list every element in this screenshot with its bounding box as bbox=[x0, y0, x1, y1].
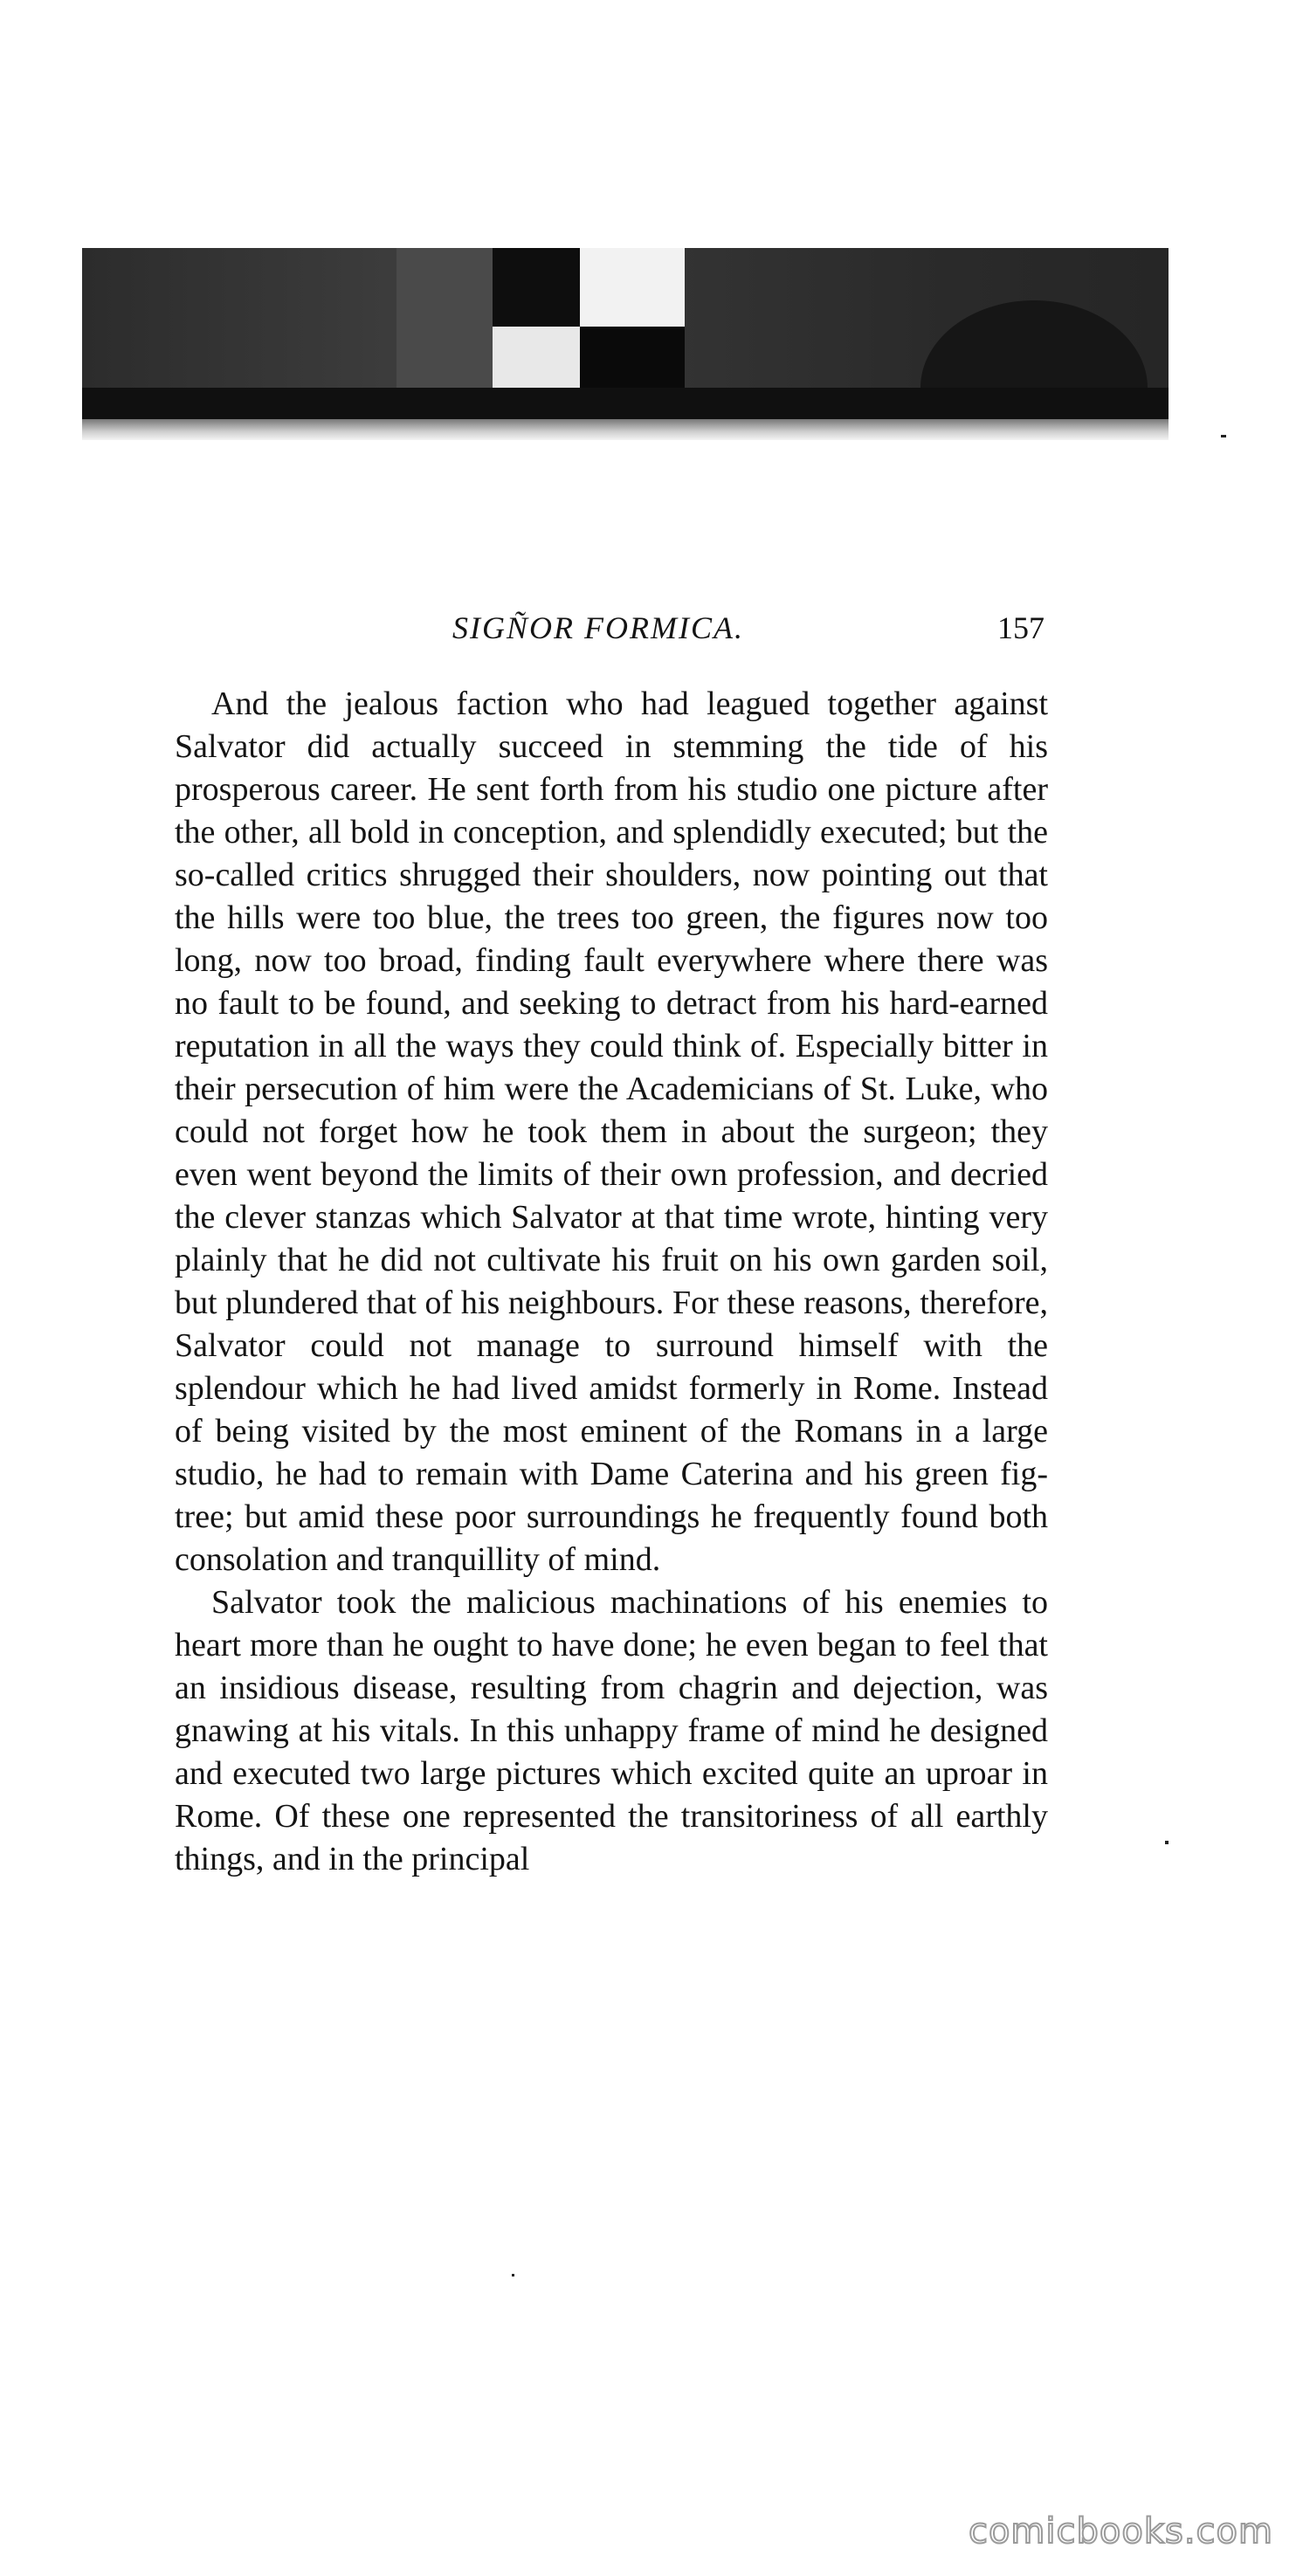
scan-speck bbox=[1165, 1841, 1169, 1844]
strip-grey-panel bbox=[396, 248, 493, 388]
strip-lower-edge bbox=[82, 419, 1169, 440]
strip-light-block bbox=[580, 248, 685, 327]
paragraph: Salvator took the malicious machinations of his enemies to heart more than he ought to have done; he even began to feel that an insidious disease, resulting from chagrin and dejection, was gnawing at his vitals. In this unhappy frame of mind he designed and executed two large pictures which excited quite an uproar in Rome. Of these one represented the transitoriness of all earthly things, and in the principal bbox=[175, 1584, 1048, 1877]
strip-floor bbox=[82, 388, 1169, 419]
scanned-illustration-strip bbox=[82, 248, 1169, 440]
scan-speck bbox=[1221, 435, 1226, 437]
page-number: 157 bbox=[997, 610, 1044, 645]
page-body bbox=[175, 683, 1048, 1881]
strip-dark-block bbox=[580, 327, 685, 388]
running-title: SIGÑOR FORMICA. bbox=[452, 610, 744, 645]
strip-light-block bbox=[493, 327, 580, 388]
running-header bbox=[175, 603, 1048, 655]
watermark: comicbooks.com bbox=[968, 2511, 1273, 2552]
scan-speck bbox=[512, 2274, 514, 2276]
paragraph: And the jealous faction who had leagued together against Salvator did actually succeed in stemming the tide of his prosperous career. He sent forth from his studio one picture after the other, all bold in conception, and splendidly executed; but the so-called critics shrugged their shoulders, now pointing out that the hills were too blue, the trees too green, the figures now too long, now too broad, finding fault everywhere where there was no fault to be found, and seeking to detract from his hard-earned reputation in all the ways they could think of. Especially bitter in their persecution of him were the Academicians of St. Luke, who could not forget how he took them in about the surgeon; they even went beyond the limits of their own profession, and decried the clever stanzas which Salvator at that time wrote, hinting very plainly that he did not cultivate his fruit on his own garden soil, but plundered that of his neighbours. For these reasons, therefore, Salvator could not manage to surround himself with the splendour which he had lived amidst formerly in Rome. Instead of being visited by the most eminent of the Romans in a large studio, he had to remain with Dame Caterina and his green fig-tree; but amid these poor surroundings he frequently found both consolation and tranquillity of mind. bbox=[175, 685, 1048, 1578]
strip-dark-block bbox=[493, 248, 580, 327]
